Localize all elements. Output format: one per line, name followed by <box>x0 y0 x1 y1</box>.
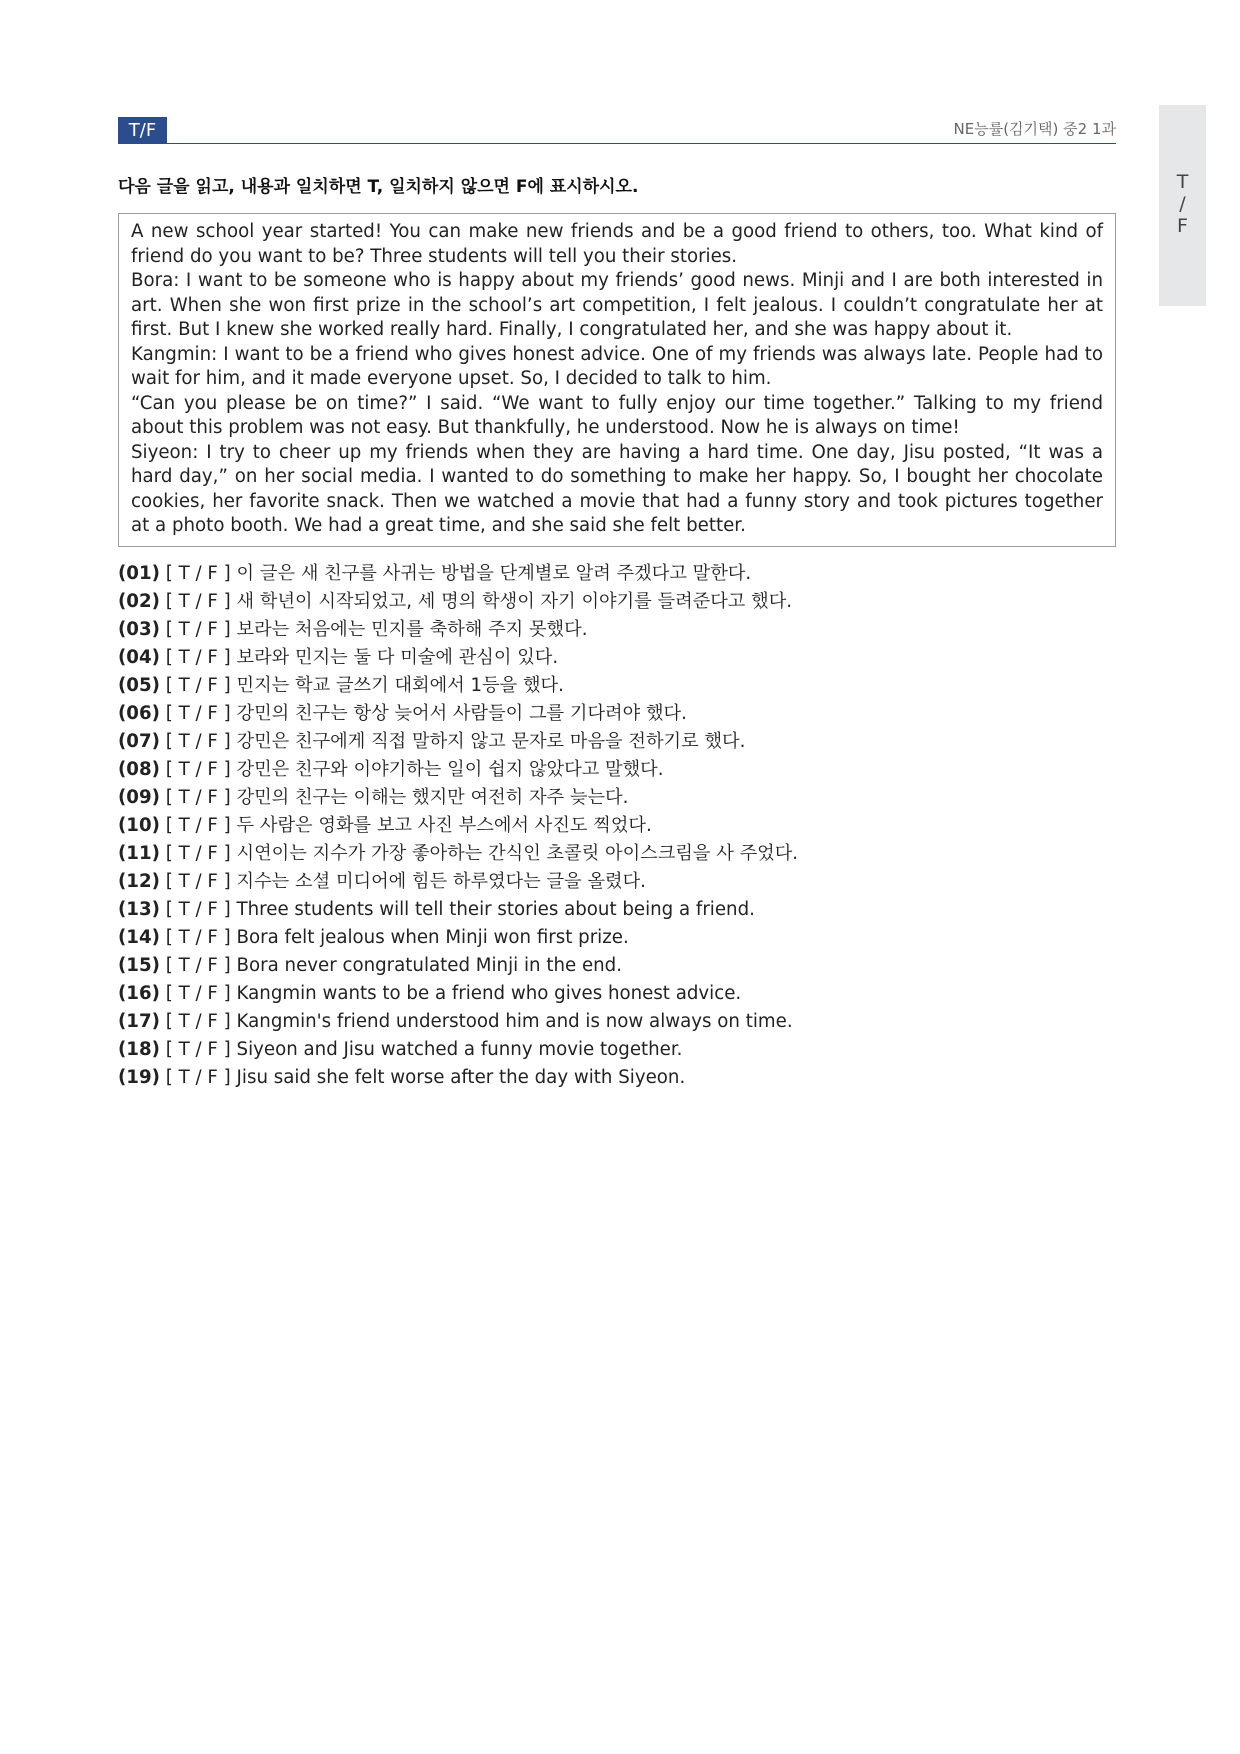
question-item <box>118 560 798 588</box>
passage-paragraph: Kangmin: I want to be a friend who gives honest advice. One of my friends was always late. People had to wait for him, and it made everyone upset. So, I decided to talk to him. <box>131 343 1103 389</box>
passage-paragraph: Siyeon: I try to cheer up my friends when they are having a hard time. One day, Jisu posted, “It was a hard day,” on her social media. I wanted to do something to make her happy. So, I bought her chocolate cookies, her favorite snack. Then we watched a movie that had a funny story and took pictures together at a photo booth. We had a great time, and she said she felt better. <box>131 441 1103 536</box>
question-number: (18) <box>118 1039 160 1060</box>
tf-marker[interactable]: [ T / F ] <box>165 591 231 612</box>
question-number: (04) <box>118 647 160 668</box>
tf-marker[interactable]: [ T / F ] <box>165 563 231 584</box>
question-text: 시연이는 지수가 가장 좋아하는 간식인 초콜릿 아이스크림을 사 주었다. <box>236 843 799 864</box>
page-header <box>118 113 1116 144</box>
tf-marker[interactable]: [ T / F ] <box>165 787 231 808</box>
question-number: (07) <box>118 731 160 752</box>
question-text: Three students will tell their stories about being a friend. <box>236 899 755 920</box>
question-text: 새 학년이 시작되었고, 세 명의 학생이 자기 이야기를 들려준다고 했다. <box>236 591 793 612</box>
question-text: Jisu said she felt worse after the day with Siyeon. <box>236 1067 686 1088</box>
question-item <box>118 980 798 1008</box>
tf-marker[interactable]: [ T / F ] <box>165 843 231 864</box>
question-number: (19) <box>118 1067 160 1088</box>
question-item <box>118 784 798 812</box>
question-number: (09) <box>118 787 160 808</box>
question-text: Siyeon and Jisu watched a funny movie together. <box>236 1039 683 1060</box>
question-number: (05) <box>118 675 160 696</box>
tf-marker[interactable]: [ T / F ] <box>165 1011 231 1032</box>
question-item <box>118 1036 798 1064</box>
question-text: Bora never congratulated Minji in the end. <box>236 955 623 976</box>
question-item <box>118 896 798 924</box>
side-tab-char: F <box>1177 215 1188 237</box>
question-item <box>118 868 798 896</box>
passage-paragraph: A new school year started! You can make new friends and be a good friend to others, too. What kind of friend do you want to be? Three students will tell you their stories. <box>131 221 1103 267</box>
question-item <box>118 644 798 672</box>
question-number: (02) <box>118 591 160 612</box>
question-item <box>118 812 798 840</box>
question-item <box>118 1008 798 1036</box>
side-tab-label <box>1159 171 1206 237</box>
question-item <box>118 700 798 728</box>
question-number: (17) <box>118 1011 160 1032</box>
question-item <box>118 924 798 952</box>
question-item <box>118 756 798 784</box>
question-text: 보라와 민지는 둘 다 미술에 관심이 있다. <box>236 647 559 668</box>
course-title: NE능률(김기택) 중2 1과 <box>953 120 1116 138</box>
tf-marker[interactable]: [ T / F ] <box>165 927 231 948</box>
question-item <box>118 728 798 756</box>
tf-marker[interactable]: [ T / F ] <box>165 1039 231 1060</box>
question-text: Kangmin wants to be a friend who gives honest advice. <box>236 983 742 1004</box>
tf-marker[interactable]: [ T / F ] <box>165 675 231 696</box>
question-list <box>118 560 798 1092</box>
side-tab-char: T <box>1176 171 1189 193</box>
question-item <box>118 1064 798 1092</box>
question-item <box>118 588 798 616</box>
tf-marker[interactable]: [ T / F ] <box>165 619 231 640</box>
instruction-text: 다음 글을 읽고, 내용과 일치하면 T, 일치하지 않으면 F에 표시하시오. <box>118 177 639 197</box>
tf-marker[interactable]: [ T / F ] <box>165 871 231 892</box>
tf-marker[interactable]: [ T / F ] <box>165 899 231 920</box>
reading-passage <box>118 213 1116 547</box>
question-text: 두 사람은 영화를 보고 사진 부스에서 사진도 찍었다. <box>236 815 652 836</box>
question-text: 강민은 친구와 이야기하는 일이 쉽지 않았다고 말했다. <box>236 759 664 780</box>
question-text: 강민의 친구는 항상 늦어서 사람들이 그를 기다려야 했다. <box>236 703 687 724</box>
question-number: (12) <box>118 871 160 892</box>
tf-marker[interactable]: [ T / F ] <box>165 815 231 836</box>
question-text: 강민은 친구에게 직접 말하지 않고 문자로 마음을 전하기로 했다. <box>236 731 746 752</box>
question-item <box>118 840 798 868</box>
question-number: (01) <box>118 563 160 584</box>
section-badge: T/F <box>118 117 167 144</box>
question-number: (03) <box>118 619 160 640</box>
question-number: (11) <box>118 843 160 864</box>
question-number: (08) <box>118 759 160 780</box>
question-text: 강민의 친구는 이해는 했지만 여전히 자주 늦는다. <box>236 787 629 808</box>
question-text: 보라는 처음에는 민지를 축하해 주지 못했다. <box>236 619 588 640</box>
passage-paragraph: “Can you please be on time?” I said. “We want to fully enjoy our time together.” Talking to my friend about this problem was not easy. But thankfully, he understood. Now he is always on time! <box>131 392 1103 438</box>
tf-marker[interactable]: [ T / F ] <box>165 983 231 1004</box>
tf-marker[interactable]: [ T / F ] <box>165 647 231 668</box>
tf-marker[interactable]: [ T / F ] <box>165 1067 231 1088</box>
side-tab-char: / <box>1179 193 1186 215</box>
tf-marker[interactable]: [ T / F ] <box>165 731 231 752</box>
question-text: 이 글은 새 친구를 사귀는 방법을 단계별로 알려 주겠다고 말한다. <box>236 563 752 584</box>
question-item <box>118 672 798 700</box>
question-number: (16) <box>118 983 160 1004</box>
tf-marker[interactable]: [ T / F ] <box>165 955 231 976</box>
question-text: 민지는 학교 글쓰기 대회에서 1등을 했다. <box>236 675 564 696</box>
tf-marker[interactable]: [ T / F ] <box>165 703 231 724</box>
question-item <box>118 616 798 644</box>
question-number: (06) <box>118 703 160 724</box>
question-item <box>118 952 798 980</box>
passage-paragraph: Bora: I want to be someone who is happy about my friends’ good news. Minji and I are both interested in art. When she won first prize in the school’s art competition, I felt jealous. I couldn’t congratulate her at first. But I knew she worked really hard. Finally, I congratulated her, and she was happy about it. <box>131 270 1103 340</box>
question-text: Kangmin's friend understood him and is now always on time. <box>236 1011 793 1032</box>
side-tab <box>1159 105 1206 306</box>
question-number: (14) <box>118 927 160 948</box>
question-number: (10) <box>118 815 160 836</box>
question-number: (15) <box>118 955 160 976</box>
tf-marker[interactable]: [ T / F ] <box>165 759 231 780</box>
question-number: (13) <box>118 899 160 920</box>
question-text: 지수는 소셜 미디어에 힘든 하루였다는 글을 올렸다. <box>236 871 646 892</box>
question-text: Bora felt jealous when Minji won first prize. <box>236 927 629 948</box>
